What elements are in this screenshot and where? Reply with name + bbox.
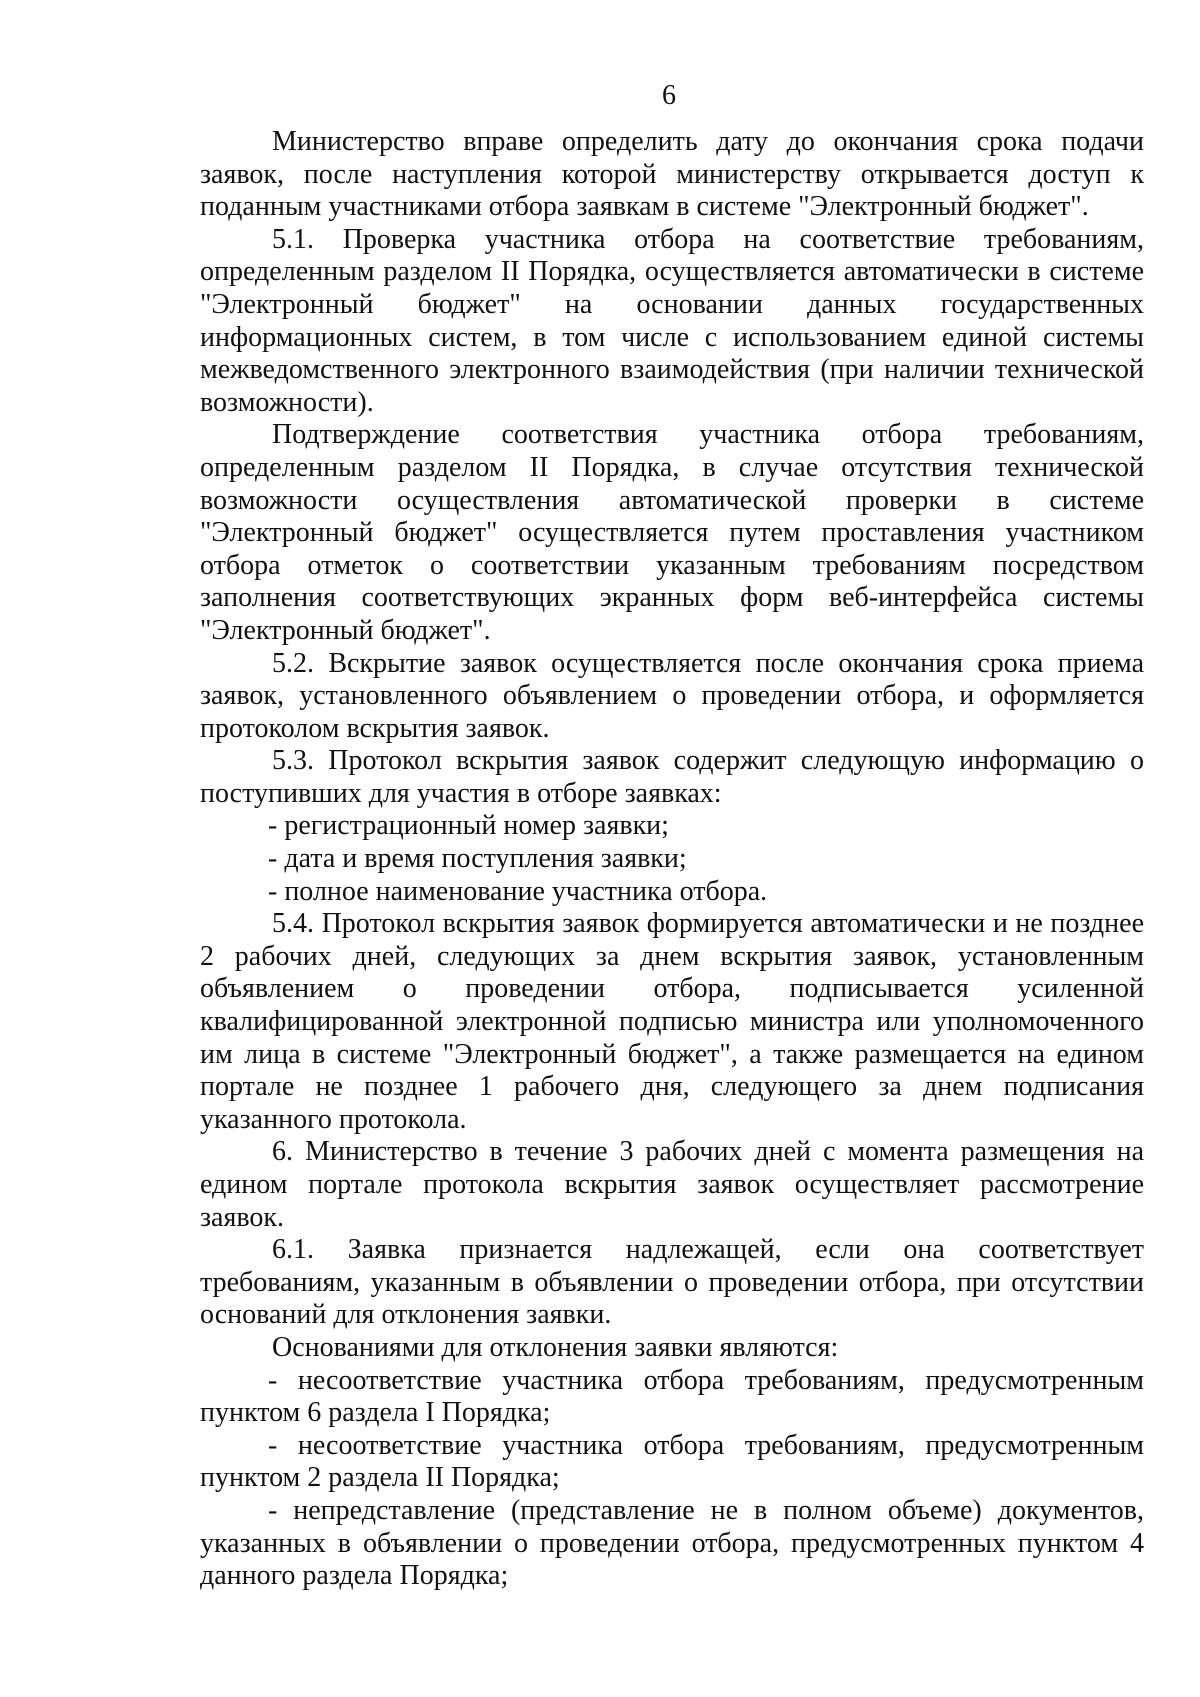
paragraph-6: 6. Министерство в течение 3 рабочих дней с момента размещения на едином портале протокола вскрытия заявок осуществляет рассмотрение заявок. [200, 1136, 1144, 1233]
list-item: - непредставление (представление не в полном объеме) документов, указанных в объявлении о проведении отбора, предусмотренных пунктом 4 данного раздела Порядка; [200, 1494, 1144, 1592]
paragraph-6-1: 6.1. Заявка признается надлежащей, если она соответствует требованиям, указанным в объявлении о проведении отбора, при отсутствии оснований для отклонения заявки. [200, 1234, 1144, 1331]
paragraph-5-2: 5.2. Вскрытие заявок осуществляется после окончания срока приема заявок, установленного объявлением о проведении отбора, и оформляется протоколом вскрытия заявок. [200, 647, 1144, 744]
paragraph-rejection-grounds: Основаниями для отклонения заявки являются: [272, 1331, 839, 1363]
paragraph-ministry-deadline: Министерство вправе определить дату до окончания срока подачи заявок, после наступления которой министерству открывается доступ к поданным участниками отбора заявкам в системе "Электронный бюджет". [200, 126, 1144, 223]
page-number: 6 [662, 80, 676, 111]
list-item: - несоответствие участника отбора требованиям, предусмотренным пунктом 2 раздела II Порядка; [200, 1429, 1144, 1494]
document-body [200, 126, 1144, 1593]
list-item: - регистрационный номер заявки; [268, 810, 669, 842]
paragraph-5-4: 5.4. Протокол вскрытия заявок формируется автоматически и не позднее 2 рабочих дней, следующих за днем вскрытия заявок, установленным объявлением о проведении отбора, подписывается усиленной квалифицированной электронной подписью министра или уполномоченного им лица в системе "Электронный бюджет", а также размещается на едином портале не позднее 1 рабочего дня, следующего за днем подписания указанного протокола. [200, 908, 1144, 1135]
list-item: - несоответствие участника отбора требованиям, предусмотренным пунктом 6 раздела I Порядка; [200, 1364, 1144, 1429]
paragraph-5-1: 5.1. Проверка участника отбора на соответствие требованиям, определенным разделом II Порядка, осуществляется автоматически в системе "Электронный бюджет" на основании данных государственных информационных систем, в том числе с использованием единой системы межведомственного электронного взаимодействия (при наличии технической возможности). [200, 223, 1144, 418]
paragraph-5-3: 5.3. Протокол вскрытия заявок содержит следующую информацию о поступивших для участия в отборе заявках: [200, 745, 1144, 809]
paragraph-confirmation: Подтверждение соответствия участника отбора требованиям, определенным разделом II Порядка, в случае отсутствия технической возможности осуществления автоматической проверки в системе "Электронный бюджет" осуществляется путем проставления участником отбора отметок о соответствии указанным требованиям посредством заполнения соответствующих экранных форм веб-интерфейса системы "Электронный бюджет". [200, 419, 1144, 646]
list-item: - полное наименование участника отбора. [268, 875, 768, 907]
list-item: - дата и время поступления заявки; [268, 843, 687, 875]
